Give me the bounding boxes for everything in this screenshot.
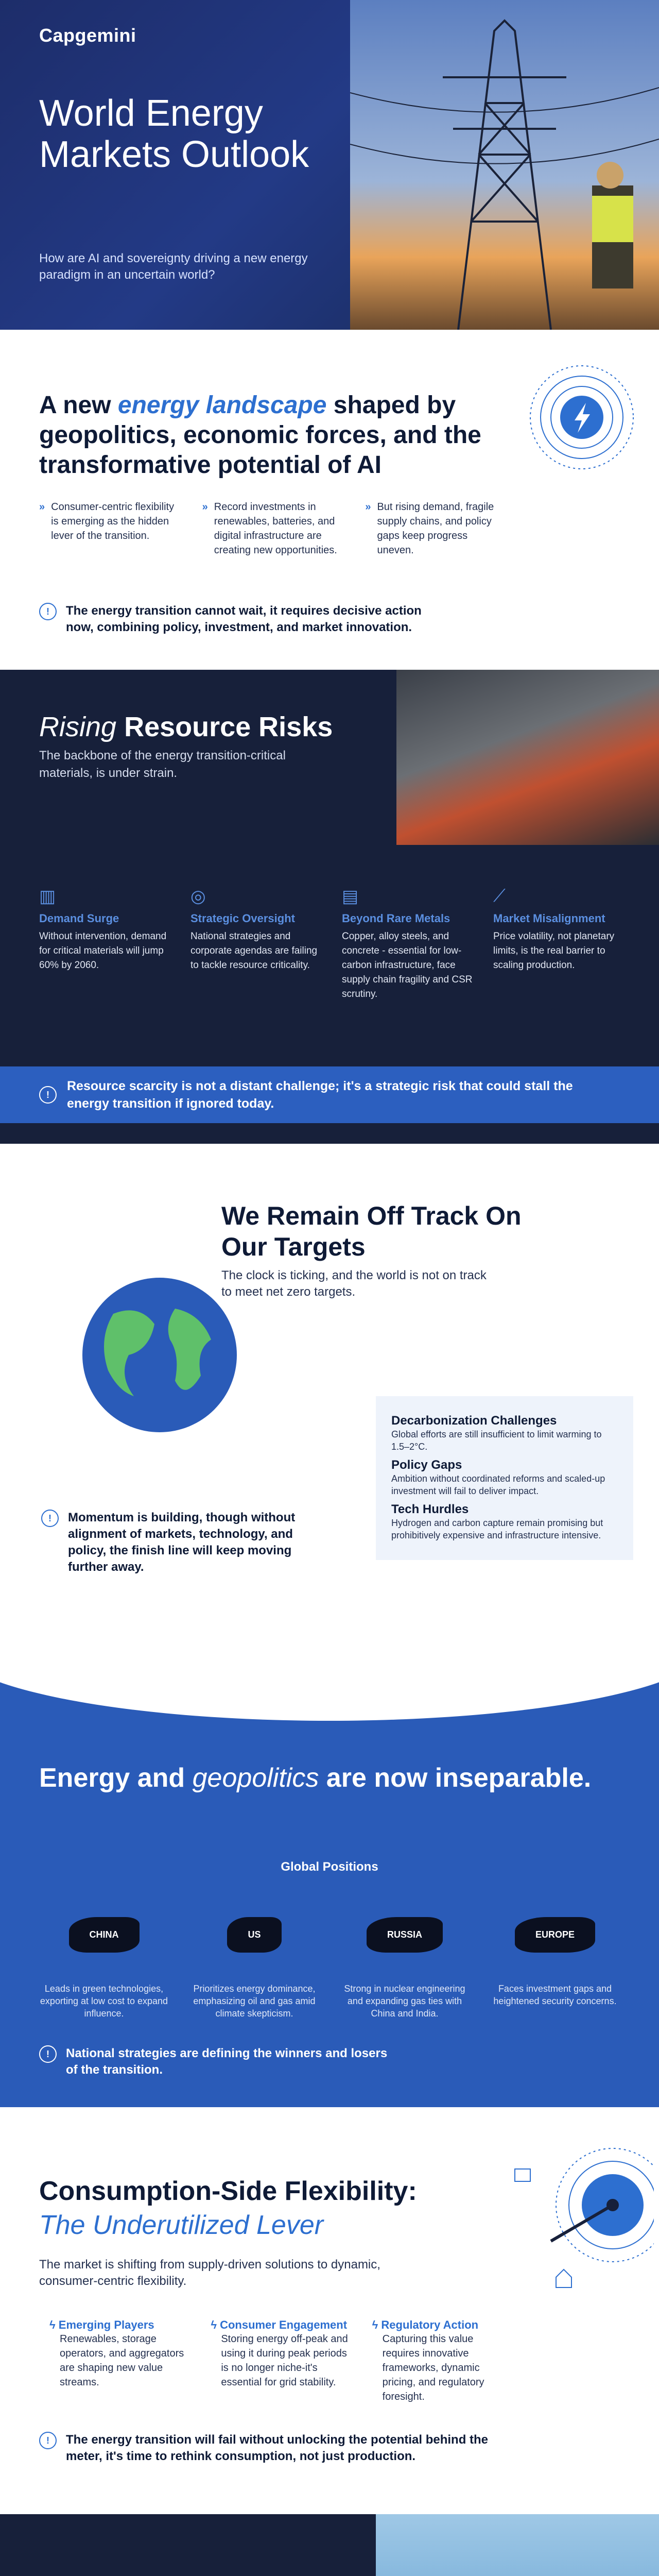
region-us: US Prioritizes energy dominance, emphasizing oil and gas amid climate skepticism. <box>189 1891 319 2020</box>
region-china: CHINA Leads in green technologies, exporting at low cost to expand influence. <box>39 1891 169 2020</box>
card-strategic-oversight: ◎ Strategic Oversight National strategies and corporate agendas are failing to tackle resource criticality. <box>190 886 323 1002</box>
bolt-icon: ϟ <box>372 2318 381 2331</box>
pylon-worker-photo <box>350 0 659 330</box>
list-item: ϟ Emerging Players Renewables, storage operators, and aggregators are shaping new value streams. <box>49 2318 184 2388</box>
info-icon: ! <box>39 603 57 620</box>
page-title: World Energy Markets Outlook <box>39 93 309 175</box>
hero-subtitle: How are AI and sovereignty driving a new energy paradigm in an uncertain world? <box>39 251 308 282</box>
consumption-callout: ! The energy transition will fail without unlocking the potential behind the meter, it's time to rethink consumption, not just production. <box>39 2432 502 2465</box>
list-item: ϟ Consumer Engagement Storing energy off-peak and using it during peak periods is no longer niche-it's essential for grid stability. <box>211 2318 348 2388</box>
card-market-misalignment: ⟋ Market Misalignment Price volatility, not planetary limits, is the real barrier to scaling production. <box>493 886 626 1002</box>
info-icon: ! <box>41 1510 59 1527</box>
resource-banner: ! Resource scarcity is not a distant challenge; it's a strategic risk that could stall the energy transition if ignored today. <box>0 1066 659 1123</box>
track-subtitle: The clock is ticking, and the world is not on track to meet net zero targets. <box>221 1268 487 1299</box>
geopolitics-section <box>0 1669 659 2107</box>
resource-cards <box>39 886 626 1002</box>
consumption-section <box>0 2107 659 2514</box>
chevron-right-icon: » <box>39 501 45 513</box>
info-icon: ! <box>39 2045 57 2063</box>
list-item: » Consumer-centric flexibility is emerging as the hidden lever of the transition. <box>39 500 177 557</box>
metal-bars-icon: ▤ <box>342 887 359 906</box>
consumption-heading: Consumption-Side Flexibility: The Underutilized Lever <box>39 2176 417 2240</box>
challenges-panel: Decarbonization Challenges Global efforts are still insufficient to limit warming to 1.5–2°C. Policy Gaps Ambition without coordinated reforms and scaled-up investment will fail to deliver impact. Tech Hurdles Hydrogen and carbon capture remain promising but prohibitively expensive and infrastructure intensive. <box>376 1396 633 1560</box>
card-beyond-rare-metals: ▤ Beyond Rare Metals Copper, alloy steels, and concrete - essential for low-carbon infrastructure, face supply chain fragility and CSR scrutiny. <box>342 886 475 1002</box>
consumption-points <box>49 2318 513 2404</box>
trend-chart-icon: ⟋ <box>493 886 506 906</box>
geo-heading: Energy and geopolitics are now inseparable. <box>39 1763 592 1793</box>
target-icon: ◎ <box>190 887 206 906</box>
capgemini-logo: Capgemini <box>39 25 136 46</box>
globe-icon <box>77 1273 242 1437</box>
track-callout: ! Momentum is building, though without alignment of markets, technology, and policy, the finish line will keep moving further away. <box>41 1510 330 1575</box>
resource-risks-section <box>0 670 659 1144</box>
consumption-subtitle: The market is shifting from supply-driven solutions to dynamic, consumer-centric flexibility. <box>39 2258 380 2288</box>
region-russia: RUSSIA Strong in nuclear engineering and expanding gas ties with China and India. <box>340 1891 470 2020</box>
landscape-callout: ! The energy transition cannot wait, it requires decisive action now, combining policy, investment, and market innovation. <box>39 603 430 636</box>
landscape-points <box>39 500 502 557</box>
track-heading: We Remain Off Track On Our Targets <box>221 1201 522 1261</box>
office-people-photo <box>376 2514 659 2576</box>
chevron-right-icon: » <box>365 501 371 513</box>
bolt-icon: ϟ <box>49 2318 59 2331</box>
bar-chart-icon: ▥ <box>39 887 56 906</box>
china-map-icon: CHINA <box>39 1891 169 1978</box>
landscape-heading: A new energy landscape shaped by geopolitics, economic forces, and the transformative potential of AI <box>39 392 481 479</box>
regions-row <box>39 1891 620 2020</box>
list-item: » Record investments in renewables, batteries, and digital infrastructure are creating new opportunities. <box>202 500 340 557</box>
gauge-icon <box>510 2138 654 2293</box>
lightning-rings-icon <box>515 361 649 474</box>
hero-section <box>0 0 659 330</box>
info-icon: ! <box>39 1086 57 1104</box>
list-item: ϟ Regulatory Action Capturing this value requires innovative frameworks, dynamic pricing, and regulatory foresight. <box>372 2318 484 2402</box>
mining-workers-photo <box>396 670 659 845</box>
off-track-section <box>0 1144 659 1669</box>
card-demand-surge: ▥ Demand Surge Without intervention, demand for critical materials will jump 60% by 2060. <box>39 886 172 1002</box>
us-map-icon: US <box>189 1891 319 1978</box>
russia-map-icon: RUSSIA <box>340 1891 470 1978</box>
resource-heading: Rising Resource Risks <box>39 711 333 742</box>
europe-map-icon: EUROPE <box>490 1891 620 1978</box>
global-positions-title: Global Positions <box>281 1860 378 1874</box>
info-icon: ! <box>39 2432 57 2449</box>
takeaway-section <box>0 2514 659 2576</box>
chevron-right-icon: » <box>202 501 208 513</box>
geo-callout: ! National strategies are defining the winners and losers of the transition. <box>39 2045 400 2078</box>
bolt-icon: ϟ <box>211 2318 220 2331</box>
pylon-illustration <box>350 0 659 330</box>
energy-landscape-section <box>0 330 659 670</box>
region-europe: EUROPE Faces investment gaps and heightened security concerns. <box>490 1891 620 2020</box>
resource-subtitle: The backbone of the energy transition-critical materials, is under strain. <box>39 749 286 780</box>
list-item: » But rising demand, fragile supply chains, and policy gaps keep progress uneven. <box>365 500 502 557</box>
